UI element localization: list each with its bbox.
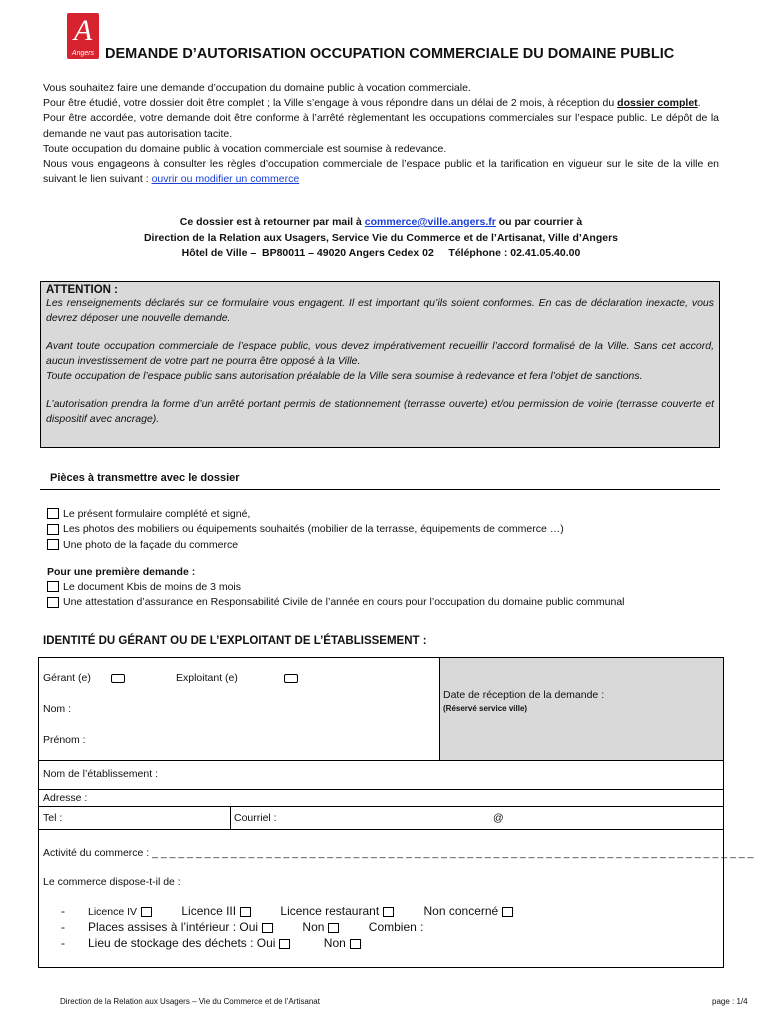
prenom-label: Prénom : [43,734,86,746]
gerant-checkbox[interactable] [111,674,125,683]
activite-label: Activité du commerce : _ _ _ _ _ _ _ _ _ _ _ _ _ _ _ _ _ _ _ _ _ _ _ _ _ _ _ _ _ _ _ _ _ _ _ _ _ _ _ _ _ _ _ _ _ _ _ _ _ _ _ _ _ _ _ _ _ _ _ _ _ _ _ _ _ _ _ _ _ [43,847,754,859]
licence-line [61,904,513,918]
checkbox[interactable] [47,508,59,519]
checkbox[interactable] [47,581,59,592]
return-line1-after: ou par courrier à [495,216,583,228]
intro-p2-after: . [697,97,701,110]
nom-label: Nom : [43,703,72,715]
intro-p5 [43,157,719,187]
licence-iv-label: Licence IV [88,906,138,918]
angers-logo [67,13,99,59]
places-label: Places assises à l’intérieur : Oui [88,920,259,934]
non-concerne-label: Non concerné [423,904,499,918]
checkbox[interactable] [47,524,59,535]
attention-p4: L’autorisation prendra la forme d’un arrêté portant permis de stationnement (terrasse ouverte) et/ou permission de voirie (terrasse couverte et dispositif avec ancrage). [46,398,714,425]
licence-iii-label: Licence III [181,904,237,918]
logo-letter-icon: A [73,14,93,47]
licence-iii-checkbox[interactable] [240,907,251,917]
dash: - [61,920,65,934]
first-request-title: Pour une première demande : [47,566,196,578]
stockage-non-checkbox[interactable] [350,939,361,949]
return-line2: Direction de la Relation aux Usagers, Service Vie du Commerce et de l’Artisanat, Ville d’Angers [143,231,619,244]
return-info [43,215,719,262]
dispose-label: Le commerce dispose-t-il de : [43,876,181,888]
page-title: DEMANDE D’AUTORISATION OCCUPATION COMMERCIALE DU DOMAINE PUBLIC [105,46,675,62]
gerant-label: Gérant (e) [43,672,91,684]
attention-box [40,281,720,448]
exploitant-label: Exploitant (e) [176,672,238,684]
list-item-label: Une photo de la façade du commerce [63,538,239,551]
intro-p4: Toute occupation du domaine public à vocation commerciale est soumise à redevance. [43,142,447,155]
list-item [47,595,625,611]
attention-p3: Toute occupation de l’espace public sans autorisation préalable de la Ville sera soumise à redevance et fera l’objet de sanctions. [46,370,643,382]
dash: - [61,936,65,950]
pieces-divider [40,489,720,490]
attention-title: ATTENTION : [46,284,118,296]
return-line1 [43,215,719,231]
stockage-non-label: Non [323,936,346,950]
intro-text [43,81,719,187]
licence-restaurant-checkbox[interactable] [383,907,394,917]
email-link[interactable]: commerce@ville.angers.fr [364,216,496,228]
licence-iv-checkbox[interactable] [141,907,152,917]
footer-left: Direction de la Relation aux Usagers – Vie du Commerce et de l’Artisanat [60,997,320,1006]
at-sign: @ [493,812,504,824]
places-oui-checkbox[interactable] [262,923,273,933]
intro-p5-before: Nous vous engageons à consulter les règles d’occupation commerciale de l’espace public et la tarification en vigueur sur le site de la ville en suivant le lien suivant : [43,158,719,186]
intro-p1: Vous souhaitez faire une demande d’occupation du domaine public à vocation commerciale. [43,82,471,94]
logo-text: Angers [71,50,95,57]
pieces-list [47,506,564,553]
page-number: page : 1/4 [712,997,748,1006]
list-item [47,537,564,553]
return-line3: Hôtel de Ville – BP80011 – 49020 Angers Cedex 02 Téléphone : 02.41.05.40.00 [181,247,581,259]
exploitant-checkbox[interactable] [284,674,298,683]
adresse-label: Adresse : [43,792,88,804]
stockage-line [61,936,361,950]
reception-date-label: Date de réception de la demande : [443,689,605,701]
intro-p2-before: Pour être étudié, votre dossier doit être complet ; la Ville s’engage à vous répondre dans un délai de 2 mois, à réception du [43,97,618,110]
list-item-label: Le présent formulaire complété et signé, [63,507,251,520]
reception-date-note: (Réservé service ville) [443,704,528,713]
identity-title: IDENTITÉ DU GÉRANT OU DE L’EXPLOITANT DE L’ÉTABLISSEMENT : [43,635,427,647]
courriel-label: Courriel : [234,812,277,824]
non-concerne-checkbox[interactable] [502,907,513,917]
dash: - [61,904,65,918]
attention-p1: Les renseignements déclarés sur ce formulaire vous engagent. Il est important qu’ils soient conformes. En cas de déclaration inexacte, vous devrez déposer une nouvelle demande. [46,297,714,324]
list-item-label: Le document Kbis de moins de 3 mois [63,580,242,593]
attention-p2: Avant toute occupation commerciale de l’espace public, vous devez impérativement recueillir l’accord formalisé de la Ville. Sans cet accord, aucun investissement de votre part ne pourra être opposé à la Ville. [46,340,714,367]
combien-label: Combien : [368,920,424,934]
stockage-oui-checkbox[interactable] [279,939,290,949]
tel-label: Tel : [43,812,63,824]
etablissement-label: Nom de l’établissement : [43,768,158,780]
licence-restaurant-label: Licence restaurant [280,904,380,918]
checkbox[interactable] [47,597,59,608]
first-request-list [47,579,625,610]
list-item-label: Une attestation d’assurance en Responsabilité Civile de l’année en cours pour l’occupation du domaine public communal [63,596,625,609]
commerce-link[interactable]: ouvrir ou modifier un commerce [151,173,300,186]
intro-p3: Pour être accordée, votre demande doit être conforme à l’arrêté règlementant les occupations commerciales sur l’espace public. Le dépôt de la demande ne vaut pas autorisation tacite. [43,112,719,140]
list-item [47,506,564,522]
places-line [61,920,423,934]
return-line1-before: Ce dossier est à retourner par mail à [179,216,365,228]
list-item-label: Les photos des mobiliers ou équipements souhaités (mobilier de la terrasse, équipements de commerce …) [63,523,564,536]
stockage-label: Lieu de stockage des déchets : Oui [88,936,276,950]
list-item [47,579,625,595]
identity-form [38,657,754,968]
list-item [47,522,564,538]
intro-p2-bold: dossier complet [617,97,698,110]
places-non-label: Non [302,920,325,934]
checkbox[interactable] [47,539,59,550]
intro-p2 [43,96,719,111]
places-non-checkbox[interactable] [328,923,339,933]
pieces-title: Pièces à transmettre avec le dossier [50,472,240,484]
